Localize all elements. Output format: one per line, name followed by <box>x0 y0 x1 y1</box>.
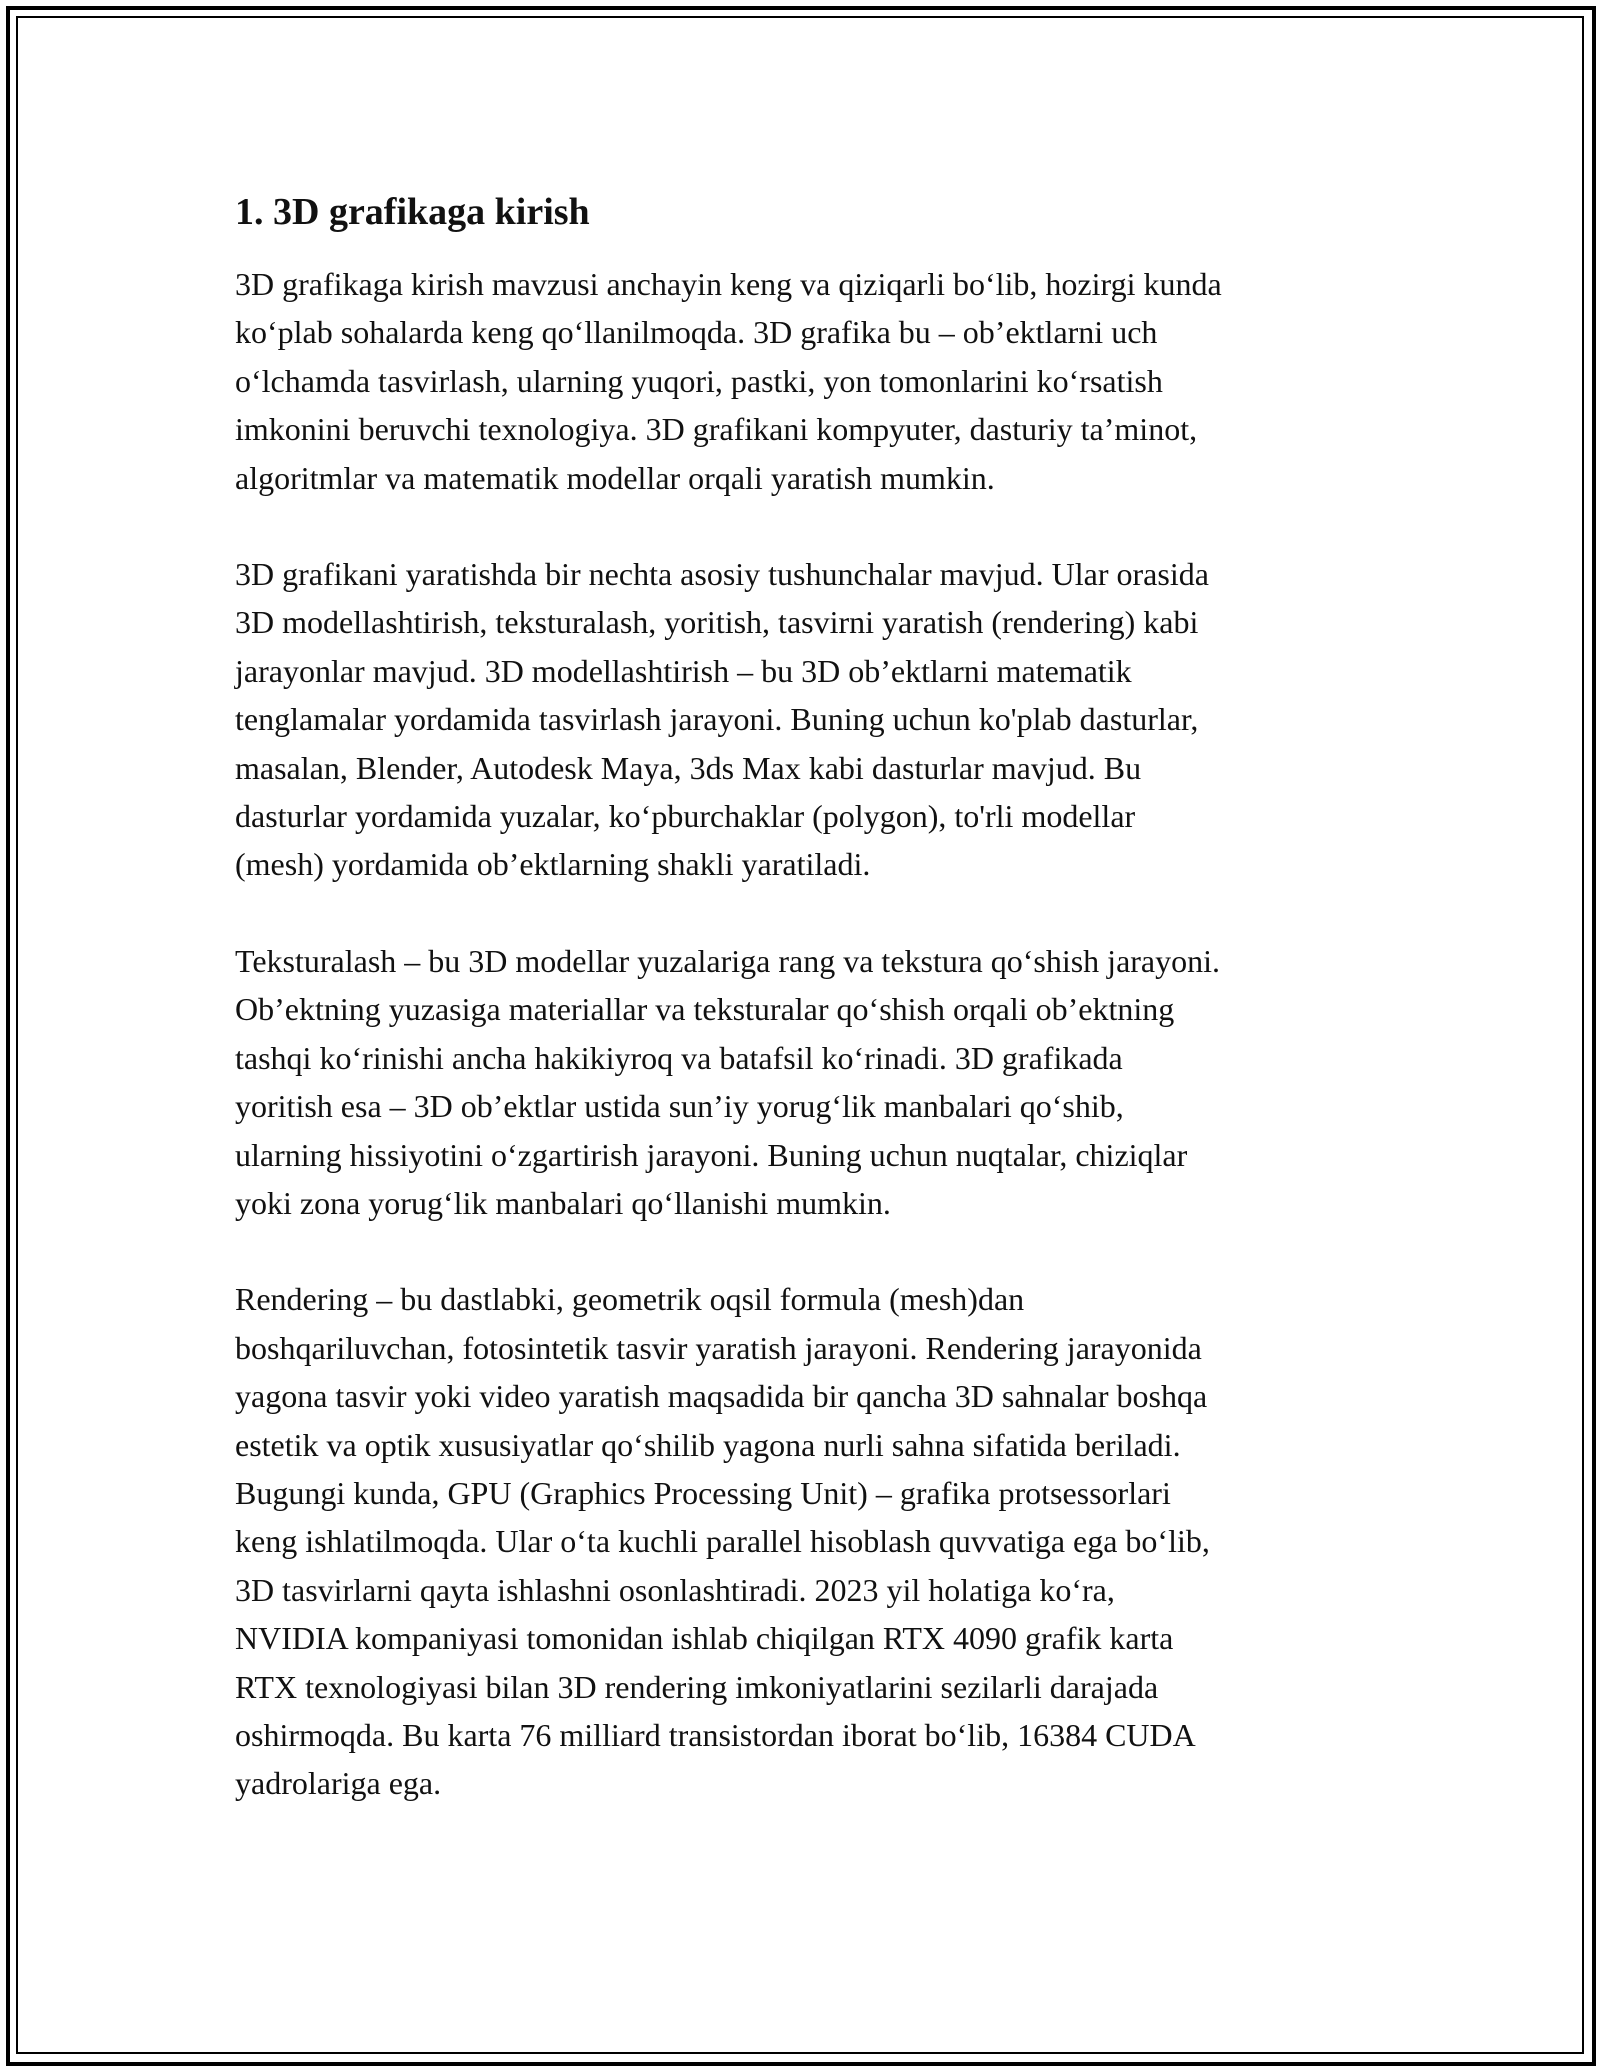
document-body <box>235 188 1375 1856</box>
text-line: yoritish esa – 3D obʼektlar ustida sunʼiy yorugʻlik manbalari qoʻshib, <box>235 1088 1124 1125</box>
text-line: tenglamalar yordamida tasvirlash jarayoni. Buning uchun ko'plab dasturlar, <box>235 701 1199 738</box>
text-line: tashqi koʻrinishi ancha hakikiyroq va batafsil koʻrinadi. 3D grafikada <box>235 1039 1123 1076</box>
paragraph <box>235 937 1375 1227</box>
text-line: yoki zona yorugʻlik manbalari qoʻllanishi mumkin. <box>235 1184 891 1221</box>
text-line: Bugungi kunda, GPU (Graphics Processing Unit) – grafika protsessorlari <box>235 1474 1171 1511</box>
text-line: yagona tasvir yoki video yaratish maqsadida bir qancha 3D sahnalar boshqa <box>235 1378 1208 1415</box>
text-line: jarayonlar mavjud. 3D modellashtirish – bu 3D obʼektlarni matematik <box>235 652 1132 689</box>
text-line: keng ishlatilmoqda. Ular oʻta kuchli parallel hisoblash quvvatiga ega boʻlib, <box>235 1523 1210 1560</box>
text-line: oʻlchamda tasvirlash, ularning yuqori, pastki, yon tomonlarini koʻrsatish <box>235 362 1163 399</box>
text-line: Teksturalash – bu 3D modellar yuzalariga rang va tekstura qoʻshish jarayoni. <box>235 942 1221 979</box>
text-line: 3D grafikani yaratishda bir nechta asosiy tushunchalar mavjud. Ular orasida <box>235 556 1209 593</box>
paragraph <box>235 260 1375 502</box>
text-line: NVIDIA kompaniyasi tomonidan ishlab chiqilgan RTX 4090 grafik karta <box>235 1620 1174 1657</box>
text-line: dasturlar yordamida yuzalar, koʻpburchaklar (polygon), to'rli modellar <box>235 798 1136 835</box>
section-heading: 1. 3D grafikaga kirish <box>235 191 590 233</box>
text-line: Obʼektning yuzasiga materiallar va teksturalar qoʻshish orqali obʼektning <box>235 991 1175 1028</box>
text-line: ularning hissiyotini oʻzgartirish jarayoni. Buning uchun nuqtalar, chiziqlar <box>235 1136 1188 1173</box>
text-line: imkonini beruvchi texnologiya. 3D grafikani kompyuter, dasturiy taʼminot, <box>235 411 1198 448</box>
text-line: masalan, Blender, Autodesk Maya, 3ds Max kabi dasturlar mavjud. Bu <box>235 749 1142 786</box>
paragraph <box>235 1275 1375 1807</box>
text-line: 3D tasvirlarni qayta ishlashni osonlashtiradi. 2023 yil holatiga koʻra, <box>235 1571 1115 1608</box>
text-line: oshirmoqda. Bu karta 76 milliard transistordan iborat boʻlib, 16384 CUDA <box>235 1716 1196 1753</box>
paragraph <box>235 550 1375 889</box>
text-line: boshqariluvchan, fotosintetik tasvir yaratish jarayoni. Rendering jarayonida <box>235 1329 1202 1366</box>
text-line: yadrolariga ega. <box>235 1765 442 1802</box>
text-line: 3D modellashtirish, teksturalash, yoritish, tasvirni yaratish (rendering) kabi <box>235 604 1199 641</box>
text-line: koʻplab sohalarda keng qoʻllanilmoqda. 3D grafika bu – obʼektlarni uch <box>235 314 1158 351</box>
paragraph-list <box>235 260 1375 1808</box>
text-line: (mesh) yordamida obʼektlarning shakli yaratiladi. <box>235 846 871 883</box>
text-line: algoritmlar va matematik modellar orqali yaratish mumkin. <box>235 459 995 496</box>
text-line: RTX texnologiyasi bilan 3D rendering imkoniyatlarini sezilarli darajada <box>235 1668 1159 1705</box>
text-line: estetik va optik xususiyatlar qoʻshilib yagona nurli sahna sifatida beriladi. <box>235 1426 1181 1463</box>
text-line: Rendering – bu dastlabki, geometrik oqsil formula (mesh)dan <box>235 1281 1025 1318</box>
text-line: 3D grafikaga kirish mavzusi anchayin keng va qiziqarli boʻlib, hozirgi kunda <box>235 266 1222 302</box>
